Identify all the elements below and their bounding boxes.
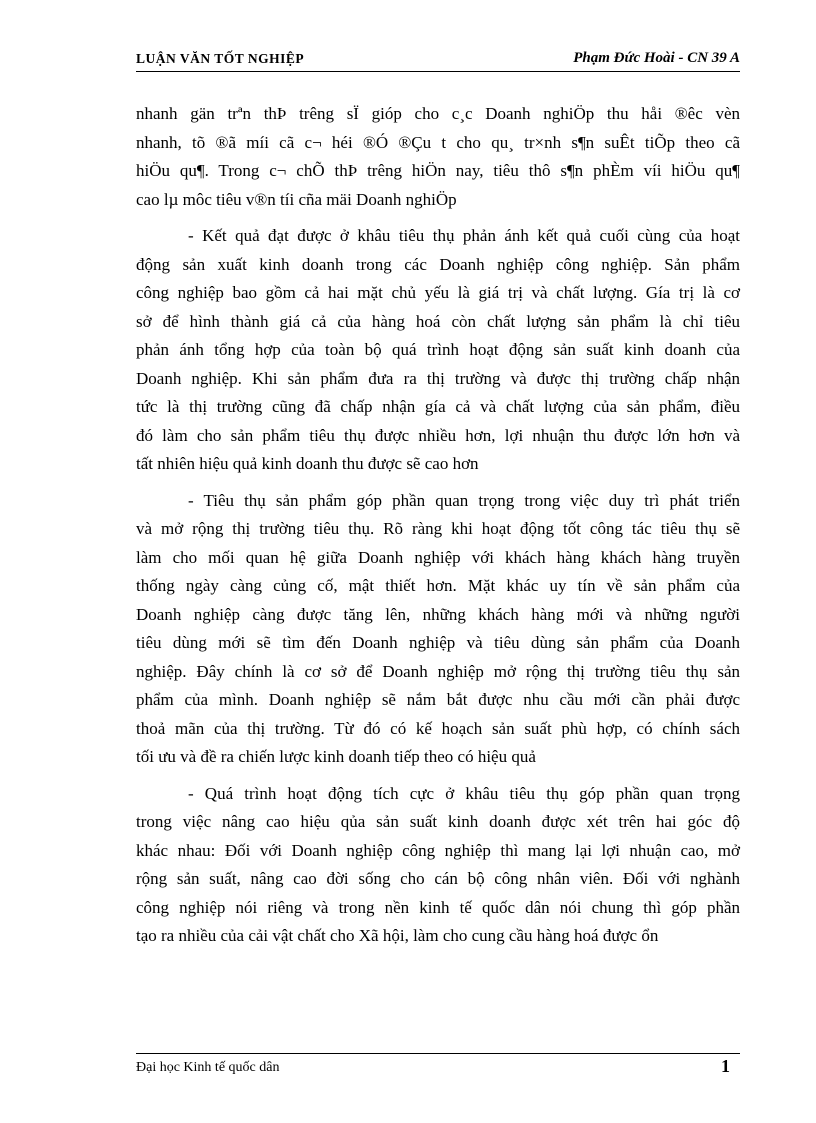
- thesis-title: LUẬN VĂN TỐT NGHIỆP: [136, 51, 305, 66]
- text-line: trong việc nâng cao hiệu qủa sản suất kinh doanh được xét trên hai góc độ: [136, 812, 740, 831]
- paragraph-market: [136, 487, 740, 772]
- text-line: khác nhau: Đối với Doanh nghiệp công nghiệp thì mang lại lợi nhuận cao, mở: [136, 840, 740, 860]
- text-line: đó làm cho sản phẩm tiêu thụ được nhiều hơn, lợi nhuận thu được lớn hơn và: [136, 425, 740, 445]
- text-line: - Tiêu thụ sản phẩm góp phần quan trọng trong việc duy trì phát triển: [188, 490, 740, 510]
- paragraph-results: [136, 222, 740, 479]
- text-line: và mở rộng thị trường tiêu thụ. Rõ ràng khi hoạt động tốt công tác tiêu thụ sẽ: [136, 519, 740, 538]
- page-header: [136, 47, 740, 72]
- text-line: rộng sản suất, nâng cao đời sống cho cán bộ công nhân viên. Đối với nghành: [136, 869, 740, 888]
- text-line: công nghiệp nói riêng và trong nền kinh tế quốc dân nói chung thì góp phần: [136, 897, 740, 917]
- text-line: làm cho mối quan hệ giữa Doanh nghiệp với khách hàng khách hàng truyền: [136, 547, 740, 567]
- text-line: phản ánh tổng hợp của toàn bộ quá trình hoạt động sản suất kinh doanh của: [136, 340, 740, 359]
- text-line: cao lµ môc tiêu v®n tíi cña mäi Doanh nghiÖp: [136, 189, 457, 209]
- text-line: nhanh gän trªn thÞ trêng sÏ gióp cho c¸c Doanh nghiÖp thu håi ®êc vèn: [136, 104, 740, 123]
- text-line: động sản xuất kinh doanh trong các Doanh nghiệp công nghiệp. Sản phẩm: [136, 254, 740, 274]
- text-line: tạo ra nhiều của cải vật chất cho Xã hội, làm cho cung cầu hàng hoá được ổn: [136, 926, 659, 945]
- text-line: tất nhiên hiệu quả kinh doanh thu được sẽ cao hơn: [136, 454, 479, 473]
- text-line: sở để hình thành giá cả của hàng hoá còn chất lượng sản phẩm là chỉ tiêu: [136, 311, 740, 331]
- document-body: [136, 100, 740, 959]
- text-line: - Kết quả đạt được ở khâu tiêu thụ phản ánh kết quả cuối cùng của hoạt: [188, 226, 740, 245]
- page-number: 1: [721, 1056, 730, 1076]
- text-line: nhanh, tõ ®ã míi cã c¬ héi ®Ó ®Çu t cho qu¸ tr×nh s¶n suÊt tiÕp theo cã: [136, 132, 740, 152]
- text-line: hiÖu qu¶. Trong c¬ chÕ thÞ trêng hiÖn nay, tiêu thô s¶n phÈm víi hiÖu qu¶: [136, 161, 740, 180]
- text-line: thống ngày càng củng cố, mật thiết hơn. Mặt khác uy tín về sản phẩm của: [136, 576, 740, 595]
- text-line: phẩm của mình. Doanh nghiệp sẽ nắm bắt được nhu cầu mới cần phải được: [136, 690, 740, 709]
- text-line: thoả mãn của thị trường. Từ đó có kế hoạch sản suất phù hợp, có chính sách: [136, 718, 740, 738]
- text-line: công nghiệp bao gồm cả hai mặt chủ yếu là giá trị và chất lượng. Gía trị là cơ: [136, 283, 740, 302]
- paragraph-efficiency: [136, 780, 740, 951]
- text-line: nghiệp. Đây chính là cơ sở để Doanh nghiệp mở rộng thị trường tiêu thụ sản: [136, 661, 740, 681]
- text-line: Doanh nghiệp càng được tăng lên, những khách hàng mới và những người: [136, 604, 740, 624]
- text-line: tiêu dùng mới sẽ tìm đến Doanh nghiệp và tiêu dùng sản phẩm của Doanh: [136, 633, 740, 652]
- paragraph-intro: [136, 100, 740, 214]
- text-line: tức là thị trường cũng đã chấp nhận gía cả và chất lượng của sản phẩm, điều: [136, 397, 740, 416]
- text-line: Doanh nghiệp. Khi sản phẩm đưa ra thị trường và được thị trường chấp nhận: [136, 368, 740, 388]
- text-line: tối ưu và đề ra chiến lược kinh doanh tiếp theo có hiệu quả: [136, 747, 536, 766]
- author-name: Phạm Đức Hoài - CN 39 A: [573, 50, 740, 66]
- university-name: Đại học Kinh tế quốc dân: [136, 1060, 280, 1075]
- page-footer: [136, 1053, 740, 1080]
- text-line: - Quá trình hoạt động tích cực ở khâu tiêu thụ góp phần quan trọng: [188, 783, 740, 803]
